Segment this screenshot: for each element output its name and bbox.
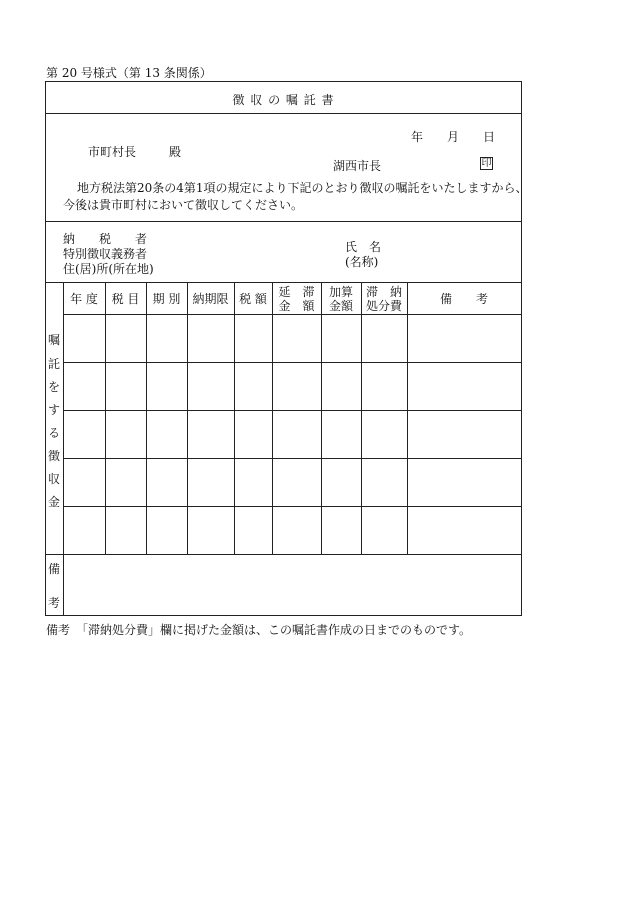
column-header-line1: 備 考 (439, 292, 488, 306)
address-label: 住(居)所(所在地) (63, 262, 154, 276)
column-header (63, 292, 105, 306)
table-cell[interactable] (408, 363, 520, 409)
column-header (187, 292, 234, 306)
table-cell[interactable] (147, 459, 186, 505)
table-cell[interactable] (188, 459, 233, 505)
table-cell[interactable] (322, 363, 360, 409)
table-cell[interactable] (322, 315, 360, 361)
side-label-char: 収 (47, 472, 60, 486)
column-header (105, 292, 146, 306)
table-cell[interactable] (147, 315, 186, 361)
table-cell[interactable] (106, 459, 145, 505)
column-header-line1: 延 滞 (278, 285, 315, 299)
table-cell[interactable] (64, 315, 104, 361)
table-cell[interactable] (273, 459, 320, 505)
table-cell[interactable] (408, 315, 520, 361)
taxpayer-label: 納 税 者 (63, 232, 148, 246)
seal-mark: 印 (481, 158, 492, 169)
table-cell[interactable] (273, 507, 320, 553)
table-cell[interactable] (106, 507, 145, 553)
title-divider (45, 113, 522, 114)
table-cell[interactable] (408, 411, 520, 457)
column-header-line2: 金 額 (278, 299, 315, 313)
recipient-label: 市町村長 (88, 145, 137, 159)
side-label-char: 徴 (47, 449, 60, 463)
side-label-char: 嘱 (47, 333, 60, 347)
table-cell[interactable] (235, 315, 271, 361)
table-cell[interactable] (106, 411, 145, 457)
sender-name: 湖西市長 (333, 159, 382, 173)
table-cell[interactable] (188, 411, 233, 457)
table-cell[interactable] (147, 411, 186, 457)
side-label-char: 託 (47, 357, 60, 371)
table-cell[interactable] (362, 363, 406, 409)
table-cell[interactable] (147, 363, 186, 409)
table-cell[interactable] (106, 363, 145, 409)
column-header-line2: 金額 (328, 299, 353, 313)
table-cell[interactable] (362, 507, 406, 553)
table-cell[interactable] (362, 315, 406, 361)
table-cell[interactable] (235, 459, 271, 505)
table-cell[interactable] (322, 459, 360, 505)
table-cell[interactable] (188, 363, 233, 409)
column-header (361, 285, 407, 313)
table-cell[interactable] (235, 507, 271, 553)
date-month: 月 (447, 130, 460, 144)
name-label: 氏 名 (345, 240, 382, 254)
name-sub-label: (名称) (345, 255, 379, 269)
column-header-line1: 納期限 (192, 292, 229, 306)
side-label-char: る (47, 426, 60, 440)
column-header (321, 285, 361, 313)
column-header (407, 292, 521, 306)
column-header-line2: 処分費 (365, 299, 402, 313)
table-cell[interactable] (64, 411, 104, 457)
table-cell[interactable] (408, 459, 520, 505)
column-header-line1: 期 別 (152, 292, 181, 306)
date-day: 日 (483, 130, 496, 144)
table-cell[interactable] (188, 507, 233, 553)
body-divider (45, 221, 522, 222)
table-cell[interactable] (408, 507, 520, 553)
column-header-line1: 滞 納 (365, 285, 402, 299)
side-label-char: 金 (47, 495, 60, 509)
footnote: 備考 「滞納処分費」欄に掲げた金額は、この嘱託書作成の日までのものです。 (46, 623, 472, 637)
column-header (234, 292, 272, 306)
table-cell[interactable] (147, 507, 186, 553)
table-cell[interactable] (64, 363, 104, 409)
table-bottom-divider (45, 554, 522, 555)
body-line-2: 今後は貴市町村において徴収してください。 (63, 198, 304, 212)
table-cell[interactable] (273, 315, 320, 361)
form-title: 徴 収 の 嘱 託 書 (232, 93, 335, 107)
special-collector-label: 特別徴収義務者 (63, 247, 148, 261)
column-header-line1: 年 度 (70, 292, 98, 306)
form-number: 第 20 号様式（第 13 条関係） (46, 66, 212, 80)
remarks-char-2: 考 (47, 596, 60, 610)
body-line-1: 地方税法第20条の4第1項の規定により下記のとおり徴収の嘱託をいたしますから、 (77, 181, 528, 195)
table-cell[interactable] (235, 411, 271, 457)
table-cell[interactable] (235, 363, 271, 409)
date-year: 年 (411, 130, 424, 144)
remarks-char-1: 備 (47, 562, 60, 576)
table-cell[interactable] (188, 315, 233, 361)
table-cell[interactable] (273, 363, 320, 409)
table-cell[interactable] (362, 411, 406, 457)
column-header (146, 292, 187, 306)
column-header-line1: 税 目 (111, 292, 140, 306)
table-cell[interactable] (64, 507, 104, 553)
table-cell[interactable] (362, 459, 406, 505)
side-label-char: を (47, 380, 60, 394)
column-header-line1: 税 額 (239, 292, 267, 306)
taxpayer-divider (45, 282, 522, 283)
side-label-char: す (47, 403, 60, 417)
table-cell[interactable] (64, 459, 104, 505)
table-cell[interactable] (322, 507, 360, 553)
column-header (272, 285, 321, 313)
table-cell[interactable] (273, 411, 320, 457)
honorific: 殿 (169, 145, 182, 159)
table-cell[interactable] (106, 315, 145, 361)
table-cell[interactable] (322, 411, 360, 457)
column-header-line1: 加算 (328, 285, 353, 299)
